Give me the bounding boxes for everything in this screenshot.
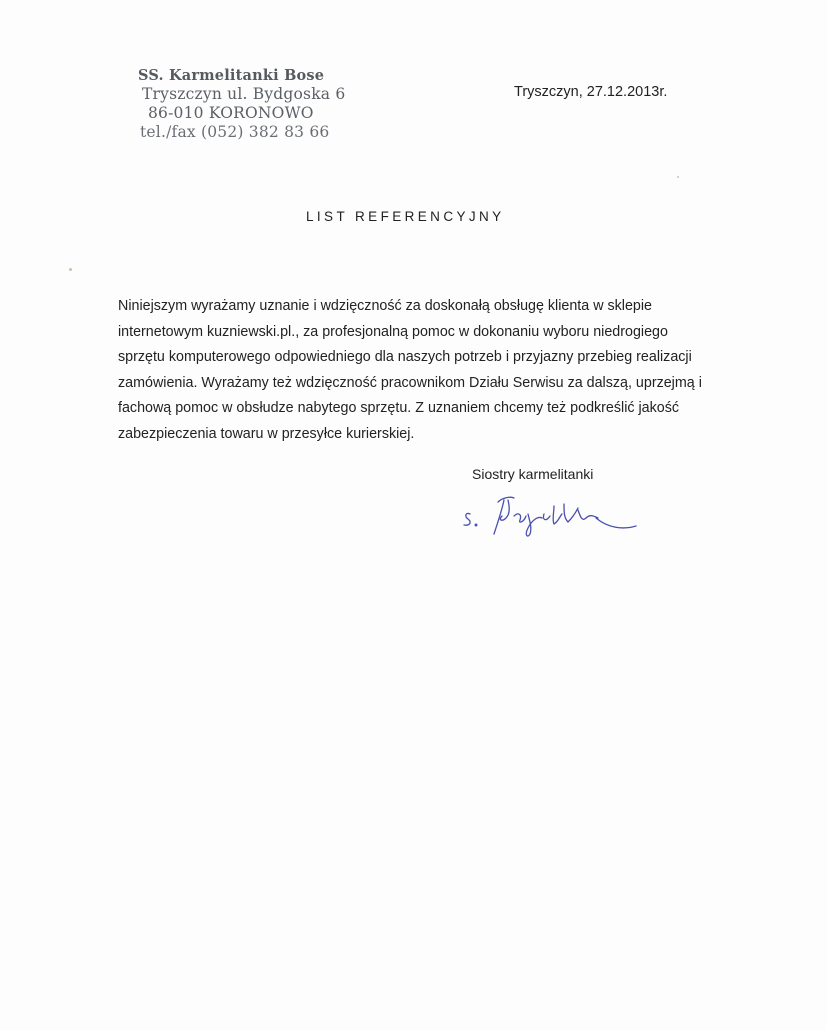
body-line: internetowym kuzniewski.pl., za profesjonalną pomoc w dokonaniu wyboru niedrogiego [118, 323, 668, 340]
paper-speck [69, 268, 72, 271]
letter-body [118, 294, 702, 447]
paper-speck [677, 176, 679, 178]
letterhead-name: SS. Karmelitanki Bose [138, 67, 325, 84]
letter-title: LIST REFERENCYJNY [306, 209, 505, 224]
letterhead-street: Tryszczyn ul. Bydgoska 6 [142, 85, 346, 103]
body-line: sprzętu komputerowego odpowiedniego dla naszych potrzeb i przyjazny przebieg realizacji [118, 349, 692, 365]
handwritten-signature [458, 488, 648, 548]
body-line: zabezpieczenia towaru w przesyłce kurierskiej. [118, 425, 415, 442]
letter-closing: Siostry karmelitanki [472, 466, 594, 482]
letterhead-postal-city: 86-010 KORONOWO [148, 104, 314, 122]
body-line: zamówienia. Wyrażamy też wdzięczność pracownikom Działu Serwisu za dalszą, uprzejmą i [118, 374, 702, 391]
letterhead-phone: tel./fax (052) 382 83 66 [140, 123, 330, 141]
body-line: Niniejszym wyrażamy uznanie i wdzięczność za doskonałą obsługę klienta w sklepie [118, 298, 652, 314]
body-line: fachową pomoc w obsłudze nabytego sprzętu. Z uznaniem chcemy też podkreślić jakość [118, 400, 680, 416]
letterhead-stamp [136, 66, 346, 142]
letter-date: Tryszczyn, 27.12.2013r. [514, 84, 668, 100]
